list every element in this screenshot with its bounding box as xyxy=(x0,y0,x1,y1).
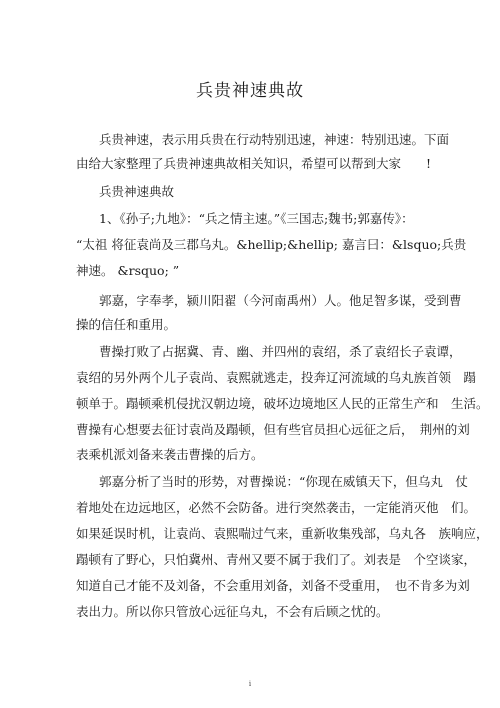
section-heading: 兵贵神速典故 xyxy=(99,184,175,199)
paragraph-line: 袁绍的另外两个儿子袁尚、袁熙就逃走，投奔辽河流域的乌丸族首领 蹋 xyxy=(76,370,477,385)
paragraph-line: 表出力。所以你只管放心远征乌丸，不会有后顾之忧的。 xyxy=(76,604,389,619)
paragraph-line: 顿单于。蹋顿乘机侵扰汉朝边境，破坏边境地区人民的正常生产和 生活。 xyxy=(76,396,489,411)
document-title: 兵贵神速典故 xyxy=(196,81,304,101)
paragraph-line: 着地处在边远地区，必然不会防备。进行突然袭击，一定能消灭他 们。 xyxy=(76,500,477,515)
paragraph-line: “太祖 将征袁尚及三郡乌丸。&hellip;&hellip; 嘉言曰：&lsquo;兵贵 xyxy=(76,237,467,252)
paragraph-line: 曹操打败了占据冀、青、幽、并四州的袁绍，杀了袁绍长子袁谭， xyxy=(99,344,462,359)
paragraph-line: 神速。 &rsquo; ” xyxy=(76,263,180,278)
paragraph-line: 知道自己才能不及刘备，不会重用刘备，刘备不受重用， 也不肯多为刘 xyxy=(76,578,470,593)
paragraph-line: 如果延误时机，让袁尚、袁熙喘过气来，重新收集残部，乌丸各 族响应， xyxy=(76,526,489,541)
paragraph-line: 表乘机派刘备来袭击曹操的后方。 xyxy=(76,447,264,462)
paragraph-line: 由给大家整理了兵贵神速典故相关知识，希望可以帮到大家 ! xyxy=(76,156,432,171)
page-number: i xyxy=(248,680,252,688)
paragraph-line: 兵贵神速，表示用兵贵在行动特别迅速，神速：特别迅速。下面 xyxy=(99,132,450,147)
paragraph-line: 蹋顿有了野心，只怕冀州、青州又要不属于我们了。刘表是 个空谈家， xyxy=(76,552,477,567)
paragraph-line: 曹操有心想要去征讨袁尚及蹋顿，但有些官员担心远征之后， 荆州的刘 xyxy=(76,422,470,437)
paragraph-line: 郭嘉，字奉孝，颍川阳翟（今河南禹州）人。他足智多谋，受到曹 xyxy=(99,293,462,308)
paragraph-line: 郭嘉分析了当时的形势，对曹操说：“你现在威镇天下，但乌丸 仗 xyxy=(99,474,468,489)
paragraph-line: 操的信任和重用。 xyxy=(76,317,177,332)
paragraph-line: 1、《孙子;九地》：“兵之情主速。”《三国志;魏书;郭嘉传》： xyxy=(99,211,414,226)
